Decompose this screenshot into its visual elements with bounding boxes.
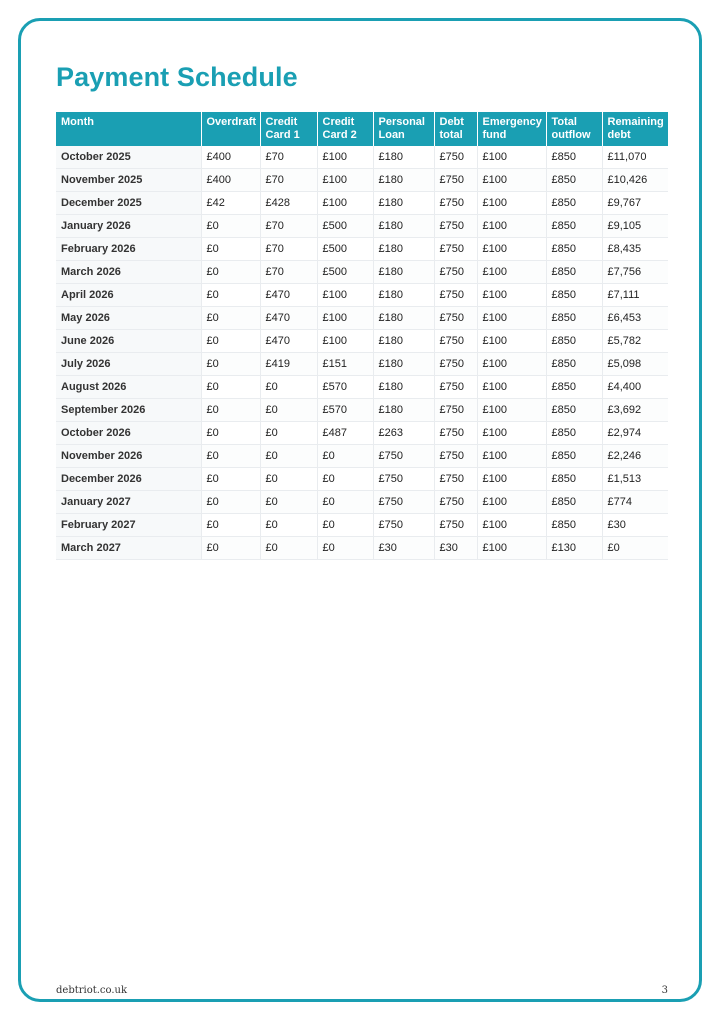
- personal-loan-cell: £180: [373, 238, 434, 261]
- table-row: [56, 353, 668, 376]
- personal-loan-cell: £180: [373, 261, 434, 284]
- month-cell: June 2026: [56, 330, 201, 353]
- credit-card-1-cell: £428: [260, 192, 317, 215]
- personal-loan-cell: £750: [373, 468, 434, 491]
- personal-loan-cell: £263: [373, 422, 434, 445]
- debt-total-cell: £750: [434, 422, 477, 445]
- emergency-fund-cell: £100: [477, 399, 546, 422]
- table-row: [56, 261, 668, 284]
- overdraft-cell: £400: [201, 169, 260, 192]
- remaining-debt-cell: £30: [602, 514, 668, 537]
- credit-card-2-cell: £100: [317, 284, 373, 307]
- total-outflow-cell: £850: [546, 353, 602, 376]
- total-outflow-cell: £850: [546, 376, 602, 399]
- total-outflow-cell: £850: [546, 491, 602, 514]
- overdraft-cell: £0: [201, 215, 260, 238]
- total-outflow-cell: £850: [546, 192, 602, 215]
- table-row: [56, 422, 668, 445]
- overdraft-cell: £0: [201, 514, 260, 537]
- overdraft-cell: £0: [201, 445, 260, 468]
- personal-loan-cell: £180: [373, 146, 434, 169]
- total-outflow-cell: £850: [546, 468, 602, 491]
- remaining-debt-cell: £8,435: [602, 238, 668, 261]
- remaining-debt-cell: £10,426: [602, 169, 668, 192]
- total-outflow-cell: £850: [546, 445, 602, 468]
- debt-total-cell: £750: [434, 491, 477, 514]
- table-row: [56, 307, 668, 330]
- total-outflow-cell: £850: [546, 215, 602, 238]
- credit-card-1-cell: £0: [260, 514, 317, 537]
- remaining-debt-cell: £2,246: [602, 445, 668, 468]
- table-row: [56, 146, 668, 169]
- debt-total-cell: £750: [434, 353, 477, 376]
- column-header: Overdraft: [201, 112, 260, 146]
- column-header: Credit Card 2: [317, 112, 373, 146]
- remaining-debt-cell: £11,070: [602, 146, 668, 169]
- debt-total-cell: £750: [434, 284, 477, 307]
- month-cell: October 2026: [56, 422, 201, 445]
- table-row: [56, 192, 668, 215]
- emergency-fund-cell: £100: [477, 330, 546, 353]
- debt-total-cell: £750: [434, 169, 477, 192]
- overdraft-cell: £0: [201, 330, 260, 353]
- total-outflow-cell: £850: [546, 238, 602, 261]
- overdraft-cell: £0: [201, 491, 260, 514]
- page-number: 3: [661, 985, 668, 996]
- table-row: [56, 238, 668, 261]
- overdraft-cell: £400: [201, 146, 260, 169]
- month-cell: January 2026: [56, 215, 201, 238]
- credit-card-1-cell: £0: [260, 468, 317, 491]
- credit-card-2-cell: £100: [317, 146, 373, 169]
- table-row: [56, 376, 668, 399]
- column-header: Remaining debt: [602, 112, 668, 146]
- personal-loan-cell: £180: [373, 169, 434, 192]
- table-row: [56, 491, 668, 514]
- month-cell: December 2026: [56, 468, 201, 491]
- credit-card-2-cell: £500: [317, 215, 373, 238]
- column-header: Month: [56, 112, 201, 146]
- column-header: Debt total: [434, 112, 477, 146]
- credit-card-1-cell: £0: [260, 491, 317, 514]
- credit-card-2-cell: £100: [317, 192, 373, 215]
- debt-total-cell: £750: [434, 307, 477, 330]
- table-row: [56, 215, 668, 238]
- overdraft-cell: £0: [201, 399, 260, 422]
- total-outflow-cell: £850: [546, 514, 602, 537]
- total-outflow-cell: £850: [546, 422, 602, 445]
- personal-loan-cell: £750: [373, 445, 434, 468]
- remaining-debt-cell: £3,692: [602, 399, 668, 422]
- debt-total-cell: £750: [434, 399, 477, 422]
- total-outflow-cell: £850: [546, 307, 602, 330]
- total-outflow-cell: £850: [546, 399, 602, 422]
- remaining-debt-cell: £4,400: [602, 376, 668, 399]
- month-cell: August 2026: [56, 376, 201, 399]
- emergency-fund-cell: £100: [477, 215, 546, 238]
- credit-card-2-cell: £100: [317, 307, 373, 330]
- credit-card-1-cell: £470: [260, 284, 317, 307]
- total-outflow-cell: £850: [546, 284, 602, 307]
- personal-loan-cell: £180: [373, 284, 434, 307]
- credit-card-2-cell: £487: [317, 422, 373, 445]
- credit-card-1-cell: £70: [260, 261, 317, 284]
- table-row: [56, 537, 668, 560]
- total-outflow-cell: £850: [546, 146, 602, 169]
- personal-loan-cell: £180: [373, 353, 434, 376]
- month-cell: March 2026: [56, 261, 201, 284]
- month-cell: July 2026: [56, 353, 201, 376]
- credit-card-2-cell: £0: [317, 537, 373, 560]
- credit-card-1-cell: £70: [260, 146, 317, 169]
- month-cell: December 2025: [56, 192, 201, 215]
- personal-loan-cell: £30: [373, 537, 434, 560]
- personal-loan-cell: £180: [373, 192, 434, 215]
- emergency-fund-cell: £100: [477, 376, 546, 399]
- remaining-debt-cell: £5,098: [602, 353, 668, 376]
- emergency-fund-cell: £100: [477, 537, 546, 560]
- remaining-debt-cell: £5,782: [602, 330, 668, 353]
- credit-card-1-cell: £0: [260, 376, 317, 399]
- debt-total-cell: £750: [434, 192, 477, 215]
- credit-card-1-cell: £70: [260, 169, 317, 192]
- table-row: [56, 445, 668, 468]
- credit-card-2-cell: £0: [317, 491, 373, 514]
- overdraft-cell: £0: [201, 261, 260, 284]
- month-cell: April 2026: [56, 284, 201, 307]
- credit-card-2-cell: £100: [317, 330, 373, 353]
- month-cell: October 2025: [56, 146, 201, 169]
- overdraft-cell: £0: [201, 238, 260, 261]
- remaining-debt-cell: £7,111: [602, 284, 668, 307]
- credit-card-1-cell: £70: [260, 215, 317, 238]
- overdraft-cell: £0: [201, 284, 260, 307]
- credit-card-2-cell: £500: [317, 261, 373, 284]
- total-outflow-cell: £850: [546, 330, 602, 353]
- emergency-fund-cell: £100: [477, 514, 546, 537]
- page-title: Payment Schedule: [56, 62, 298, 92]
- total-outflow-cell: £850: [546, 169, 602, 192]
- emergency-fund-cell: £100: [477, 445, 546, 468]
- total-outflow-cell: £850: [546, 261, 602, 284]
- credit-card-1-cell: £470: [260, 330, 317, 353]
- table-row: [56, 514, 668, 537]
- debt-total-cell: £750: [434, 468, 477, 491]
- personal-loan-cell: £750: [373, 491, 434, 514]
- credit-card-2-cell: £0: [317, 514, 373, 537]
- month-cell: January 2027: [56, 491, 201, 514]
- table-row: [56, 468, 668, 491]
- personal-loan-cell: £180: [373, 307, 434, 330]
- month-cell: February 2026: [56, 238, 201, 261]
- total-outflow-cell: £130: [546, 537, 602, 560]
- emergency-fund-cell: £100: [477, 422, 546, 445]
- credit-card-1-cell: £470: [260, 307, 317, 330]
- debt-total-cell: £750: [434, 215, 477, 238]
- credit-card-2-cell: £570: [317, 399, 373, 422]
- personal-loan-cell: £180: [373, 330, 434, 353]
- credit-card-2-cell: £0: [317, 468, 373, 491]
- remaining-debt-cell: £7,756: [602, 261, 668, 284]
- remaining-debt-cell: £9,105: [602, 215, 668, 238]
- emergency-fund-cell: £100: [477, 353, 546, 376]
- emergency-fund-cell: £100: [477, 468, 546, 491]
- overdraft-cell: £0: [201, 468, 260, 491]
- debt-total-cell: £750: [434, 261, 477, 284]
- remaining-debt-cell: £774: [602, 491, 668, 514]
- credit-card-2-cell: £0: [317, 445, 373, 468]
- personal-loan-cell: £180: [373, 215, 434, 238]
- emergency-fund-cell: £100: [477, 261, 546, 284]
- column-header: Personal Loan: [373, 112, 434, 146]
- credit-card-1-cell: £0: [260, 537, 317, 560]
- table-row: [56, 169, 668, 192]
- remaining-debt-cell: £9,767: [602, 192, 668, 215]
- month-cell: September 2026: [56, 399, 201, 422]
- month-cell: November 2025: [56, 169, 201, 192]
- column-header: Emergency fund: [477, 112, 546, 146]
- credit-card-2-cell: £151: [317, 353, 373, 376]
- emergency-fund-cell: £100: [477, 192, 546, 215]
- table-body: [56, 146, 668, 560]
- credit-card-1-cell: £0: [260, 399, 317, 422]
- table-header-row: [56, 112, 668, 146]
- emergency-fund-cell: £100: [477, 238, 546, 261]
- remaining-debt-cell: £1,513: [602, 468, 668, 491]
- month-cell: February 2027: [56, 514, 201, 537]
- personal-loan-cell: £180: [373, 376, 434, 399]
- debt-total-cell: £750: [434, 445, 477, 468]
- credit-card-1-cell: £70: [260, 238, 317, 261]
- debt-total-cell: £750: [434, 238, 477, 261]
- column-header: Credit Card 1: [260, 112, 317, 146]
- payment-schedule-table: [56, 112, 668, 560]
- overdraft-cell: £0: [201, 353, 260, 376]
- remaining-debt-cell: £6,453: [602, 307, 668, 330]
- remaining-debt-cell: £0: [602, 537, 668, 560]
- debt-total-cell: £30: [434, 537, 477, 560]
- remaining-debt-cell: £2,974: [602, 422, 668, 445]
- credit-card-1-cell: £0: [260, 445, 317, 468]
- credit-card-2-cell: £100: [317, 169, 373, 192]
- credit-card-1-cell: £0: [260, 422, 317, 445]
- overdraft-cell: £42: [201, 192, 260, 215]
- table-row: [56, 330, 668, 353]
- overdraft-cell: £0: [201, 537, 260, 560]
- emergency-fund-cell: £100: [477, 169, 546, 192]
- debt-total-cell: £750: [434, 376, 477, 399]
- footer-site: debtriot.co.uk: [56, 985, 128, 996]
- overdraft-cell: £0: [201, 307, 260, 330]
- personal-loan-cell: £750: [373, 514, 434, 537]
- month-cell: November 2026: [56, 445, 201, 468]
- month-cell: May 2026: [56, 307, 201, 330]
- table-row: [56, 284, 668, 307]
- month-cell: March 2027: [56, 537, 201, 560]
- emergency-fund-cell: £100: [477, 491, 546, 514]
- credit-card-2-cell: £570: [317, 376, 373, 399]
- personal-loan-cell: £180: [373, 399, 434, 422]
- overdraft-cell: £0: [201, 376, 260, 399]
- column-header: Total outflow: [546, 112, 602, 146]
- credit-card-2-cell: £500: [317, 238, 373, 261]
- emergency-fund-cell: £100: [477, 146, 546, 169]
- credit-card-1-cell: £419: [260, 353, 317, 376]
- overdraft-cell: £0: [201, 422, 260, 445]
- emergency-fund-cell: £100: [477, 307, 546, 330]
- table-row: [56, 399, 668, 422]
- debt-total-cell: £750: [434, 146, 477, 169]
- debt-total-cell: £750: [434, 514, 477, 537]
- debt-total-cell: £750: [434, 330, 477, 353]
- emergency-fund-cell: £100: [477, 284, 546, 307]
